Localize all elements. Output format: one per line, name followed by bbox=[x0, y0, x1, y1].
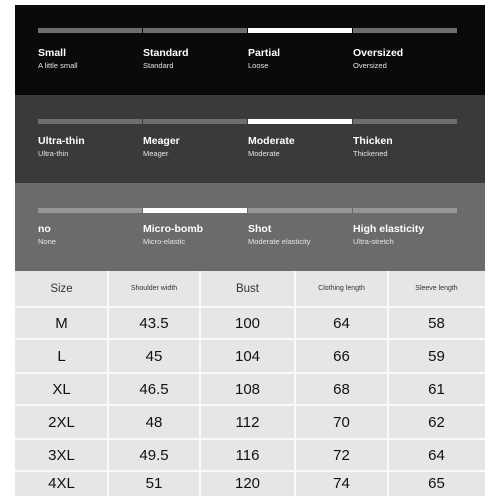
elasticity-option-high-elasticity bbox=[353, 223, 458, 247]
fit-bar-standard bbox=[143, 28, 247, 33]
elasticity-section bbox=[15, 183, 485, 271]
thickness-bar-thicken bbox=[353, 119, 457, 124]
thickness-option-sub: Ultra-thin bbox=[38, 149, 69, 158]
table-cell: 70 bbox=[333, 413, 350, 431]
thickness-option-label: Thicken bbox=[353, 135, 393, 147]
table-cell: 46.5 bbox=[139, 380, 169, 398]
fit-option-label: Standard bbox=[143, 47, 189, 59]
fit-bar-partial bbox=[248, 28, 352, 33]
thickness-option-sub: Meager bbox=[143, 149, 169, 158]
fit-option-standard bbox=[143, 47, 248, 71]
table-cell: 49.5 bbox=[139, 446, 169, 464]
table-cell: 43.5 bbox=[139, 314, 169, 332]
thickness-section bbox=[15, 95, 485, 183]
elasticity-option-sub: Moderate elasticity bbox=[248, 237, 311, 246]
table-cell: 66 bbox=[333, 347, 350, 365]
elasticity-option-label: no bbox=[38, 223, 51, 235]
table-cell: 104 bbox=[234, 347, 261, 365]
elasticity-option-no bbox=[38, 223, 143, 247]
thickness-option-meager bbox=[143, 135, 248, 159]
table-cell: 64 bbox=[428, 446, 445, 464]
fit-bar-small bbox=[38, 28, 142, 33]
table-cell: 3XL bbox=[48, 446, 75, 464]
elasticity-bar-shot bbox=[248, 208, 352, 213]
table-header-cell: Size bbox=[50, 282, 73, 295]
thickness-option-label: Meager bbox=[143, 135, 180, 147]
elasticity-option-label: Micro-bomb bbox=[143, 223, 204, 235]
table-cell: L bbox=[57, 347, 66, 365]
table-header-cell: Sleeve length bbox=[415, 285, 458, 292]
table-row-divider bbox=[15, 338, 485, 340]
table-cell: XL bbox=[52, 380, 71, 398]
elasticity-option-sub: Ultra-stretch bbox=[353, 237, 394, 246]
table-cell: 100 bbox=[234, 314, 261, 332]
thickness-bar-meager bbox=[143, 119, 247, 124]
thickness-option-label: Ultra-thin bbox=[38, 135, 85, 147]
table-row-divider bbox=[15, 438, 485, 440]
table-cell: 61 bbox=[428, 380, 445, 398]
elasticity-option-label: Shot bbox=[248, 223, 272, 235]
table-cell: 112 bbox=[235, 413, 260, 431]
thickness-option-moderate bbox=[248, 135, 353, 159]
fit-option-sub: Oversized bbox=[353, 61, 387, 70]
thickness-option-label: Moderate bbox=[248, 135, 295, 147]
fit-section bbox=[15, 5, 485, 95]
thickness-option-sub: Moderate bbox=[248, 149, 280, 158]
table-cell: 68 bbox=[333, 380, 350, 398]
fit-option-sub: Standard bbox=[143, 61, 174, 70]
table-row-divider bbox=[15, 404, 485, 406]
table-header-cell: Bust bbox=[235, 282, 259, 295]
elasticity-bar-no bbox=[38, 208, 142, 213]
table-cell: 72 bbox=[333, 446, 350, 464]
table-cell: 64 bbox=[333, 314, 350, 332]
table-header-cell: Shoulder width bbox=[130, 285, 178, 292]
fit-bar-oversized bbox=[353, 28, 457, 33]
elasticity-option-sub: None bbox=[38, 237, 56, 246]
table-column-divider bbox=[387, 271, 389, 496]
table-cell: 108 bbox=[234, 380, 261, 398]
fit-option-oversized bbox=[353, 47, 458, 71]
table-cell: 62 bbox=[428, 413, 445, 431]
fit-option-label: Oversized bbox=[353, 47, 404, 59]
size-table bbox=[15, 271, 485, 496]
table-cell: 45 bbox=[145, 347, 163, 365]
table-cell: 2XL bbox=[48, 413, 75, 431]
table-row-divider bbox=[15, 372, 485, 374]
table-cell: 48 bbox=[145, 413, 163, 431]
fit-option-sub: A little small bbox=[38, 61, 78, 70]
fit-option-label: Partial bbox=[248, 47, 281, 59]
table-cell: 120 bbox=[234, 475, 261, 492]
table-header-cell: Clothing length bbox=[318, 285, 365, 292]
fit-option-partial bbox=[248, 47, 353, 71]
table-cell: 74 bbox=[333, 475, 350, 492]
elasticity-option-sub: Micro-elastic bbox=[143, 237, 186, 246]
thickness-bar-ultra-thin bbox=[38, 119, 142, 124]
table-cell: 116 bbox=[235, 446, 260, 464]
table-cell: 58 bbox=[428, 314, 445, 332]
table-cell: 65 bbox=[428, 475, 445, 492]
table-cell: 51 bbox=[145, 475, 163, 492]
table-row-divider bbox=[15, 306, 485, 308]
fit-option-small bbox=[38, 47, 143, 71]
thickness-bar-moderate bbox=[248, 119, 352, 124]
elasticity-option-micro-bomb bbox=[143, 223, 248, 247]
thickness-option-sub: Thickened bbox=[353, 149, 388, 158]
thickness-option-ultra-thin bbox=[38, 135, 143, 159]
table-column-divider bbox=[107, 271, 109, 496]
table-cell: M bbox=[55, 314, 68, 332]
table-column-divider bbox=[199, 271, 201, 496]
elasticity-bar-micro-bomb bbox=[143, 208, 247, 213]
table-column-divider bbox=[294, 271, 296, 496]
fit-option-label: Small bbox=[38, 47, 67, 59]
table-cell: 59 bbox=[428, 347, 445, 365]
elasticity-option-shot bbox=[248, 223, 353, 247]
thickness-option-thicken bbox=[353, 135, 458, 159]
table-cell: 4XL bbox=[48, 475, 75, 492]
fit-option-sub: Loose bbox=[248, 61, 269, 70]
elasticity-option-label: High elasticity bbox=[353, 223, 425, 235]
elasticity-bar-high-elasticity bbox=[353, 208, 457, 213]
table-row-divider bbox=[15, 470, 485, 472]
